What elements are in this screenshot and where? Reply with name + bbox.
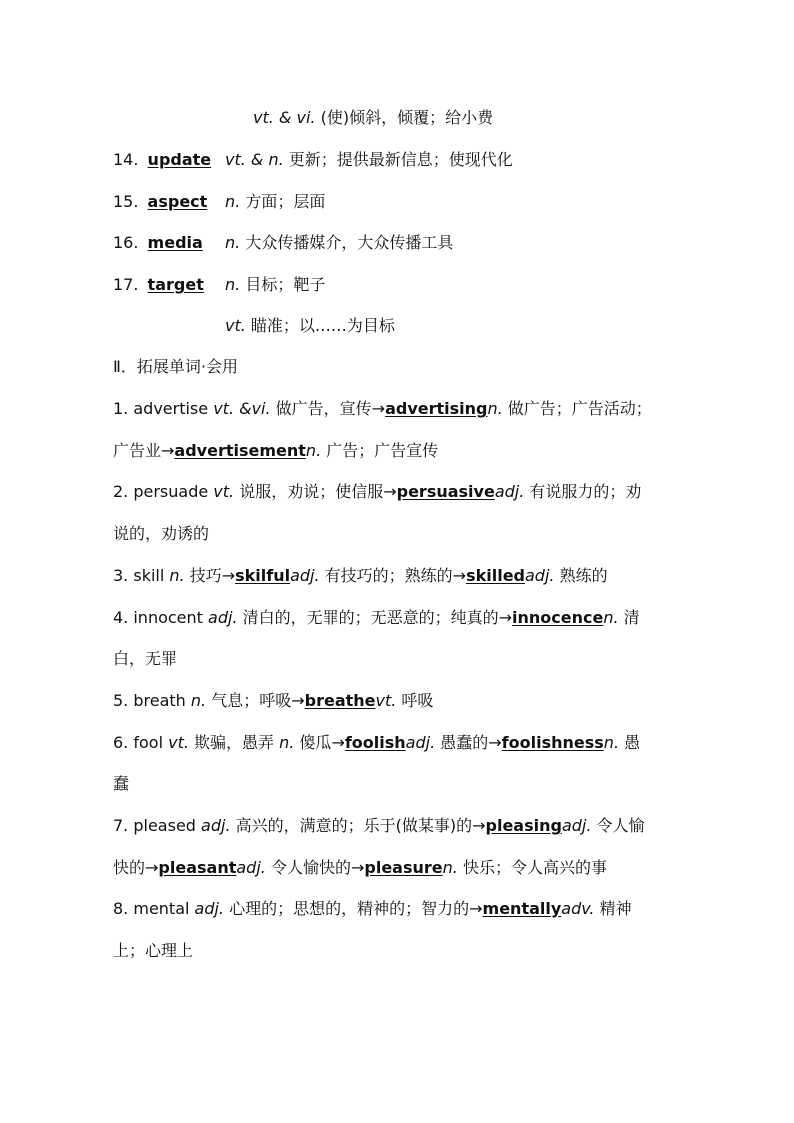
vocab-item [113,275,713,295]
part-of-speech: vt. & vi. [253,108,316,127]
part-of-speech: n. [190,691,207,710]
vocab-item [113,192,713,212]
vocab-item [113,233,713,253]
text-segment: 2. persuade [113,482,214,501]
arrow-icon: → [469,899,483,918]
expansion-item-continuation [113,441,438,461]
vocab-continuation-line [253,108,493,128]
definition: 大众传播媒介，大众传播工具 [245,233,454,252]
part-of-speech: adj. [236,858,266,877]
expansion-item [113,816,645,836]
arrow-icon: → [145,858,159,877]
expansion-item-continuation [113,524,209,544]
answer-word: pleasant [158,858,237,877]
arrow-icon: → [350,858,365,877]
answer-word: foolish [344,733,406,752]
part-of-speech: adv. [561,899,595,918]
part-of-speech: vt. [213,482,235,501]
text-segment: 快的 [113,858,146,877]
text-segment: 高兴的，满意的；乐于(做某事)的 [230,816,473,835]
text-segment: 欺骗，愚弄 [188,733,280,752]
item-number: 17. [113,275,139,294]
part-of-speech: adj. [494,482,525,501]
text-segment: 熟练的 [554,566,608,585]
arrow-icon: → [498,608,513,627]
text-segment: 气息；呼吸 [206,691,292,710]
expansion-item-continuation [113,858,607,878]
part-of-speech: vt. &vi. [213,399,271,418]
definition: (使)倾斜，倾覆；给小费 [320,108,494,127]
part-of-speech: adj. [194,899,225,918]
answer-word: skilful [235,566,291,585]
text-segment: 令人愉 [591,816,645,835]
arrow-icon: → [161,441,175,460]
arrow-icon: → [371,399,386,418]
arrow-icon: → [221,566,236,585]
text-segment: 做广告；广告活动； [502,399,652,418]
arrow-icon: → [383,482,397,501]
vocab-extra-sense [225,316,395,336]
text-segment: 傻瓜 [294,733,332,752]
expansion-item [113,899,632,919]
definition: 瞄准；以……为目标 [250,316,395,335]
part-of-speech: n. [225,192,241,211]
expansion-item-continuation [113,774,129,794]
text-segment: 7. pleased [113,816,202,835]
arrow-icon: → [488,733,502,752]
part-of-speech: adj. [208,608,238,627]
section-heading: Ⅱ．拓展单词·会用 [113,357,238,376]
part-of-speech: n. [169,566,185,585]
text-segment: 有说服力的；劝 [524,482,642,501]
expansion-item [113,691,433,711]
definition: 方面；层面 [245,192,326,211]
expansion-item-continuation [113,649,177,669]
text-segment: 1. advertise [113,399,214,418]
text-segment: 快乐；令人高兴的事 [457,858,607,877]
text-segment: 6. fool [113,733,169,752]
text-segment: 心理的；思想的，精神的；智力的 [224,899,470,918]
part-of-speech: n. [305,441,322,460]
text-segment: 3. skill [113,566,170,585]
answer-word: innocence [512,608,604,627]
part-of-speech: n. [225,233,241,252]
text-segment: 精神 [594,899,632,918]
answer-word: advertising [385,399,488,418]
text-segment: 令人愉快的 [265,858,351,877]
part-of-speech: n. [442,858,458,877]
part-of-speech: vt. [168,733,189,752]
text-segment: 说服，劝说；使信服 [234,482,384,501]
arrow-icon: → [291,691,305,710]
part-of-speech: vt. & n. [225,150,284,169]
part-of-speech: adj. [525,566,555,585]
arrow-icon: → [452,566,467,585]
part-of-speech: adj. [405,733,436,752]
arrow-icon: → [331,733,345,752]
answer-word: pleasing [485,816,562,835]
text-segment: 说的，劝诱的 [113,524,210,543]
part-of-speech: adj. [201,816,231,835]
part-of-speech: vt. [225,316,246,335]
item-number: 15. [113,192,139,211]
arrow-icon: → [472,816,486,835]
answer-word: update [147,150,212,169]
expansion-item [113,733,640,753]
answer-word: breathe [304,691,376,710]
text-segment: 8. mental [113,899,195,918]
part-of-speech: adj. [290,566,320,585]
expansion-item [113,482,641,502]
expansion-item-continuation [113,941,193,961]
expansion-item [113,399,652,419]
text-segment: 广告；广告宣传 [321,441,439,460]
item-number: 16. [113,233,139,252]
text-segment: 清 [618,608,640,627]
text-segment: 做广告，宣传 [270,399,372,418]
answer-word: advertisement [174,441,306,460]
part-of-speech: n. [279,733,295,752]
answer-word: aspect [147,192,208,211]
answer-word: persuasive [396,482,495,501]
part-of-speech: n. [603,608,619,627]
item-number: 14. [113,150,139,169]
part-of-speech: n. [225,275,241,294]
answer-word: target [147,275,204,294]
vocab-item [113,150,713,170]
text-segment: 清白的，无罪的；无恶意的；纯真的 [237,608,499,627]
text-segment: 有技巧的；熟练的 [319,566,453,585]
expansion-item [113,608,640,628]
definition: 更新；提供最新信息；使现代化 [288,150,513,169]
part-of-speech: adj. [561,816,592,835]
text-segment: 呼吸 [396,691,434,710]
answer-word: skilled [466,566,525,585]
text-segment: 4. innocent [113,608,209,627]
text-segment: 上；心理上 [113,941,194,960]
text-segment: 愚蠢的 [435,733,489,752]
part-of-speech: vt. [375,691,397,710]
text-segment: 蠢 [113,774,130,793]
definition: 目标；靶子 [245,275,326,294]
answer-word: pleasure [364,858,443,877]
text-segment: 愚 [619,733,641,752]
text-segment: 广告业 [113,441,162,460]
part-of-speech: n. [487,399,503,418]
expansion-item [113,566,608,586]
answer-word: mentally [482,899,562,918]
part-of-speech: n. [603,733,620,752]
text-segment: 技巧 [184,566,222,585]
text-segment: 5. breath [113,691,191,710]
answer-word: foolishness [501,733,604,752]
text-segment: 白，无罪 [113,649,178,668]
answer-word: media [147,233,203,252]
